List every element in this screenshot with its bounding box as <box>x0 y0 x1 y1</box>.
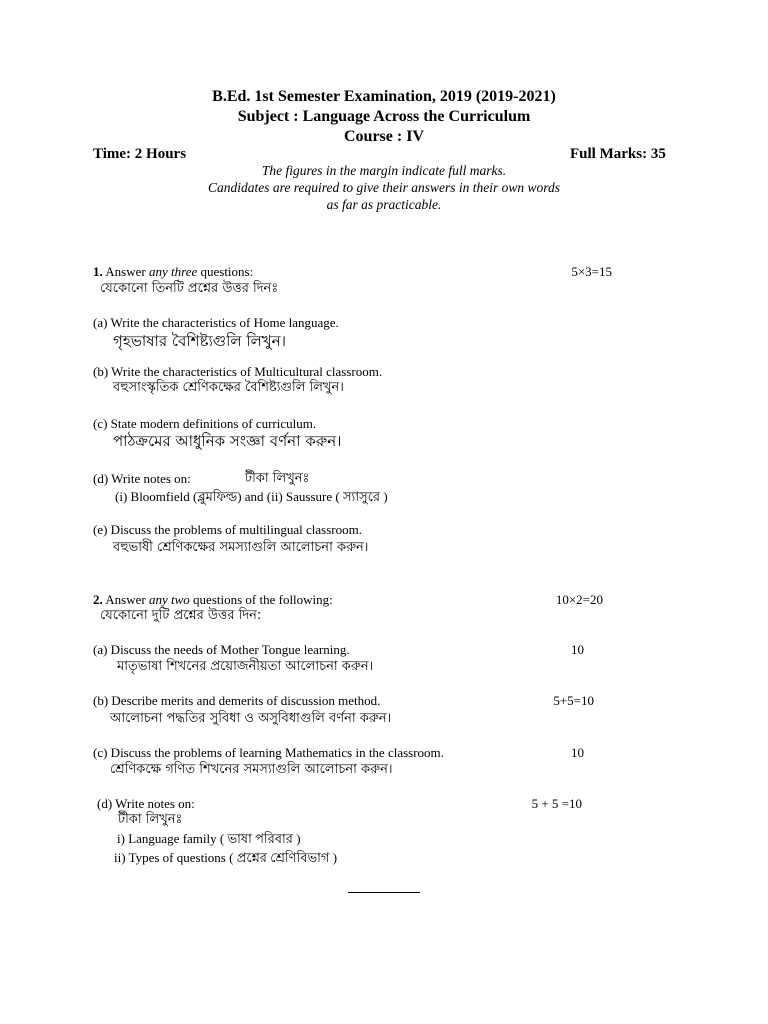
time-label: Time: 2 Hours <box>93 146 187 162</box>
q1d-bengali: টীকা লিখুনঃ <box>245 471 310 486</box>
q1d-items: (i) Bloomfield (ব্লুমফিল্ড) and (ii) Saussure ( স্যাসুরে ) <box>115 489 388 504</box>
full-marks-label: Full Marks: 35 <box>570 146 666 162</box>
q2-marks: 10×2=20 <box>555 592 603 607</box>
subject-title: Subject : Language Across the Curriculum <box>237 108 531 125</box>
q2d-marks: 5 + 5 =10 <box>531 796 582 811</box>
q2c-bengali: শ্রেণিকক্ষে গণিত শিখনের সমস্যাগুলি আলোচনা করুন। <box>110 762 393 777</box>
q1-bengali: যেকোনো তিনটি প্রশ্নের উত্তর দিনঃ <box>100 281 279 296</box>
q2-text-italic: any two <box>148 592 190 607</box>
q1-marks: 5×3=15 <box>571 264 612 279</box>
q1-number: 1. <box>93 264 103 279</box>
q1c-bengali: পাঠক্রমের আধুনিক সংজ্ঞা বর্ণনা করুন। <box>113 432 342 450</box>
q1e-bengali: বহুভাষী শ্রেণিকক্ষের সমস্যাগুলি আলোচনা করুন। <box>113 540 369 555</box>
instruction-line-2: Candidates are required to give their answers in their own words <box>208 180 560 195</box>
q2b-bengali: আলোচনা পদ্ধতির সুবিধা ও অসুবিধাগুলি বর্ণনা করুন। <box>110 711 392 726</box>
q2a-english: (a) Discuss the needs of Mother Tongue learning. <box>93 642 350 657</box>
q2b-english: (b) Describe merits and demerits of discussion method. <box>93 693 381 708</box>
q1-text-pre: Answer <box>105 264 149 279</box>
course-title: Course : IV <box>344 128 424 145</box>
q2d-item-ii: ii) Types of questions ( প্রশ্নের শ্রেণিবিভাগ ) <box>114 850 338 865</box>
q1-heading <box>93 264 253 280</box>
instruction-line-3: as far as practicable. <box>326 197 442 212</box>
q2-bengali: যেকোনো দুটি প্রশ্নের উত্তর দিন: <box>100 608 262 623</box>
q2a-marks: 10 <box>571 642 584 657</box>
exam-title: B.Ed. 1st Semester Examination, 2019 (2019-2021) <box>212 88 556 105</box>
q1c-english: (c) State modern definitions of curriculum. <box>93 416 317 431</box>
q2c-marks: 10 <box>571 745 584 760</box>
q2-number: 2. <box>93 592 103 607</box>
q2c-english: (c) Discuss the problems of learning Mathematics in the classroom. <box>93 745 444 760</box>
q1e-english: (e) Discuss the problems of multilingual classroom. <box>93 522 362 537</box>
q1b-english: (b) Write the characteristics of Multicultural classroom. <box>93 364 383 379</box>
q2d-item-i: i) Language family ( ভাষা পরিবার ) <box>117 831 301 846</box>
q2d-english: (d) Write notes on: <box>97 796 195 811</box>
q2-text-pre: Answer <box>105 592 149 607</box>
q1-text-post: questions: <box>197 264 254 279</box>
q2b-marks: 5+5=10 <box>553 693 594 708</box>
q1d-english: (d) Write notes on: <box>93 471 191 486</box>
q1a-bengali: গৃহভাষার বৈশিষ্ট্যগুলি লিখুন। <box>113 332 286 350</box>
q1b-bengali: বহুসাংস্কৃতিক শ্রেণিকক্ষের বৈশিষ্ট্যগুলি লিখুন। <box>113 380 344 395</box>
q2a-bengali: মাতৃভাষা শিখনের প্রয়োজনীয়তা আলোচনা করুন। <box>117 659 374 674</box>
q2-text-post: questions of the following: <box>189 592 333 607</box>
q1a-english: (a) Write the characteristics of Home language. <box>93 315 339 330</box>
instruction-line-1: The figures in the margin indicate full marks. <box>261 163 507 178</box>
q2d-bengali: টীকা লিখুনঃ <box>118 812 183 827</box>
end-divider <box>348 892 420 893</box>
q1-text-italic: any three <box>148 264 198 279</box>
